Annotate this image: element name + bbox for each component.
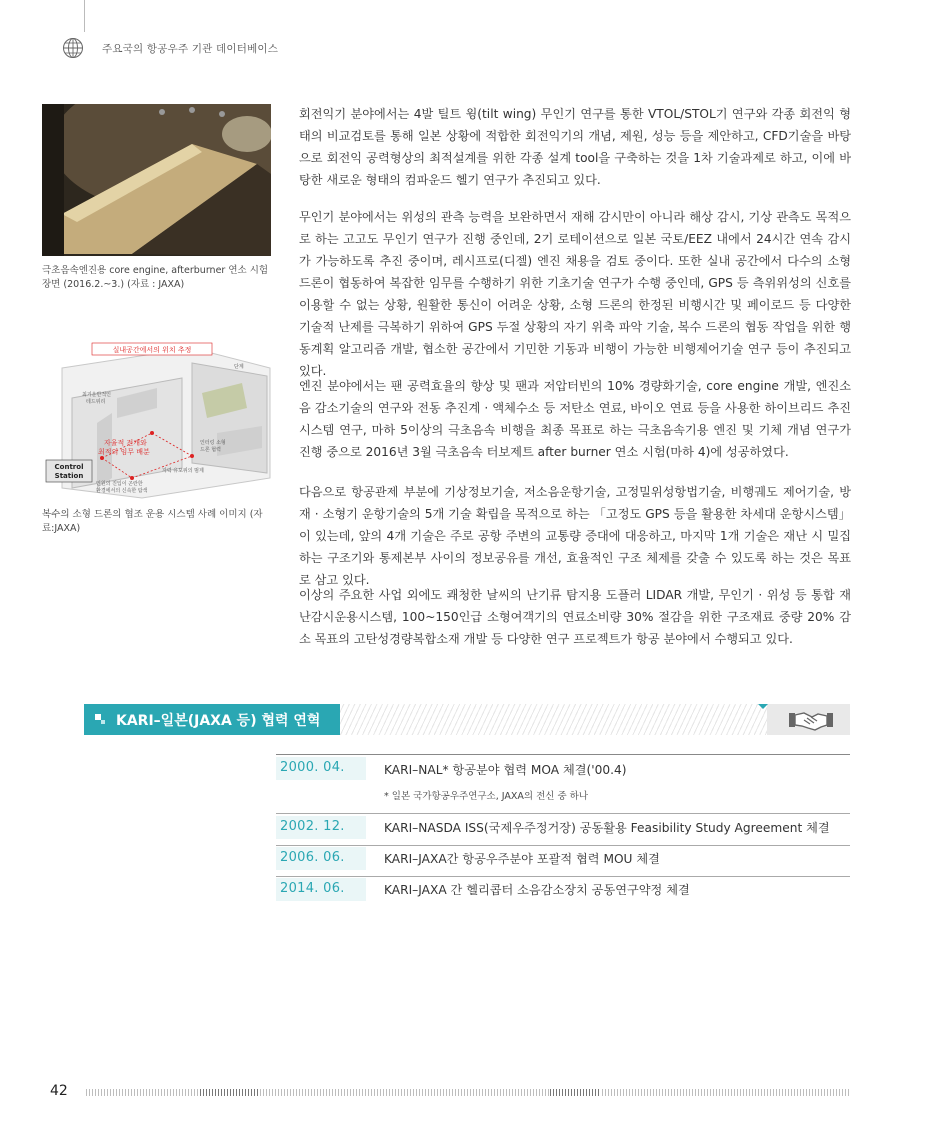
timeline-year: 2000. 04.	[280, 760, 345, 775]
paragraph-atc: 다음으로 항공관제 부분에 기상정보기술, 저소음운항기술, 고정밀위성항법기술, 비행궤도 제어기술, 방재 · 소형기 운항기술의 5개 기술 확립을 목적으로 하는 「고정도 GPS 등을 활용한 차세대 운항시스템」이 있는데, 앞의 4개 기술은 주로 공항 주변의 교통량 증대에 대응하고, 마지막 1개 기술은 재난 시 밀집하는 구조기와 통제본부 사이의 정보공유를 개선, 효율적인 구조 체제를 갖출 수 있도록 하는 것은 목표로 삼고 있다.	[299, 485, 851, 587]
photo-caption: 극초음속엔진용 core engine, afterburner 연소 시험 장면 (2016.2.~3.) (자료 : JAXA)	[42, 265, 269, 290]
timeline-event: KARI–JAXA간 항공우주분야 포괄적 협력 MOU 체결	[384, 852, 660, 866]
diagram-label-center1: 자율적 전개와	[104, 439, 147, 447]
diagram-station-label1: Control	[54, 463, 84, 471]
diagram-station-note2: 환경에서의 신속한 탐색	[96, 488, 148, 494]
footer-dotted-accent	[200, 1089, 260, 1096]
diagram-label-left1: 최기운반적인	[82, 392, 111, 398]
paragraph-rotorcraft: 회전익기 분야에서는 4발 틸트 윙(tilt wing) 무인기 연구를 통한 VTOL/STOL기 연구와 각종 회전익 형태의 비교검토를 통해 일본 상황에 적합한 회전익기의 개념, 제원, 성능 등을 제안하고, CFD기술을 바탕으로 회전익 공력형상의 최적설계를 위한 각종 설계 tool을 구축하는 것을 1차 기술과제로 하고, 이에 바탕한 새로운 형태의 컴파운드 헬기 연구가 추진되고 있다.	[299, 107, 851, 187]
timeline-rule	[276, 813, 850, 814]
section-notch	[758, 704, 768, 709]
section-title: KARI–일본(JAXA 등) 협력 연혁	[116, 713, 321, 729]
diagram-label-right2: 인터링 소형	[200, 440, 226, 446]
globe-icon	[62, 37, 84, 59]
diagram-station-label2: Station	[54, 472, 84, 480]
timeline-year: 2002. 12.	[280, 819, 345, 834]
timeline-year: 2014. 06.	[280, 881, 345, 896]
page-number: 42	[50, 1083, 68, 1099]
diagram-label-center2: 최적의 임무 배분	[98, 448, 150, 456]
drone-system-diagram	[42, 338, 272, 500]
paragraph-engine: 엔진 분야에서는 팬 공력효율의 향상 및 팬과 저압터빈의 10% 경량화기술, core engine 개발, 엔진소음 감소기술의 연구와 전동 추진계 · 액체수소 등 저탄소 연료, 바이오 연료 등을 사용한 하이브리드 추진 시스템 연구, 마하 5이상의 극초음속 비행을 최종 목표로 하는 극초음속기용 엔진 및 기체 개념 연구가 진행 중으로 2016년 3월 극초음속 터보제트 after burner 연소 시험(마하 4)에 성공하였다.	[299, 379, 851, 459]
timeline-event: KARI–NASDA ISS(국제우주정거장) 공동활용 Feasibility Study Agreement 체결	[384, 821, 830, 835]
diagram-label-right: 단계	[234, 364, 244, 370]
diagram-label-left1b: 테드위리	[86, 399, 106, 405]
diagram-label-bottom1: 자력 유포위의 범제	[162, 468, 204, 474]
header-rule	[84, 0, 85, 32]
diagram-caption: 복수의 소형 드론의 협조 운용 시스템 사례 이미지 (자료:JAXA)	[42, 509, 263, 534]
paragraph-other: 이상의 주요한 사업 외에도 쾌청한 날씨의 난기류 탐지용 도플러 LIDAR 개발, 무인기 · 위성 등 통합 재난감시운용시스템, 100~150인급 소형여객기의 연료소비량 30% 절감을 위한 구조재료 중량 20% 감소 목표의 고탄성경량복합소재 개발 등 다양한 연구 프로젝트가 항공 분야에서 수행되고 있다.	[299, 588, 851, 646]
timeline-top-rule	[276, 754, 850, 755]
timeline-rule	[276, 876, 850, 877]
diagram-label-top: 실내공간에서의 위치 추정	[112, 346, 192, 354]
footer-dotted-accent	[550, 1089, 600, 1096]
diagram-label-right2b: 드론 협력	[200, 447, 221, 453]
engine-test-photo	[42, 104, 271, 256]
timeline-event: KARI–NAL* 항공분야 협력 MOA 체결('00.4)	[384, 763, 627, 777]
timeline-note: * 일본 국가항공우주연구소, JAXA의 전신 중 하나	[384, 791, 589, 802]
bullet-square-small-icon	[101, 720, 105, 724]
running-header: 주요국의 항공우주 기관 데이터베이스	[102, 43, 279, 55]
paragraph-uav: 무인기 분야에서는 위성의 관측 능력을 보완하면서 재해 감시만이 아니라 해상 감시, 기상 관측도 목적으로 하는 고고도 무인기 연구가 진행 중인데, 2기 로테이션으로 일본 국토/EEZ 내에서 24시간 연속 감시가 가능하도록 추진 중이며, 레시프로(디젤) 엔진 채용을 검토 중이다. 또한 실내 공간에서 다수의 소형 드론이 협동하여 복잡한 임무를 수행하기 위한 기초기술 연구가 수행 중인데, GPS 등 측위위성의 신호를 이용할 수 없는 상황, 원활한 통신이 어려운 상황, 소형 드론의 한정된 비행시간 및 페이로드 등 다양한 기술적 난제를 극복하기 위하여 GPS 두절 상황의 자기 위축 파악 기술, 복수 드론의 협동 작업을 위한 행동계획 알고리즘 개발, 협소한 공간에서 기민한 기동과 비행이 가능한 비행제어기술 연구 등이 추진되고 있다.	[299, 210, 851, 378]
timeline-year: 2006. 06.	[280, 850, 345, 865]
timeline-event: KARI–JAXA 간 헬리콥터 소음감소장치 공동연구약정 체결	[384, 883, 690, 897]
diagram-station-note1: 인원의 진입이 곤란한	[96, 481, 143, 487]
timeline-rule	[276, 845, 850, 846]
handshake-icon	[788, 708, 834, 732]
